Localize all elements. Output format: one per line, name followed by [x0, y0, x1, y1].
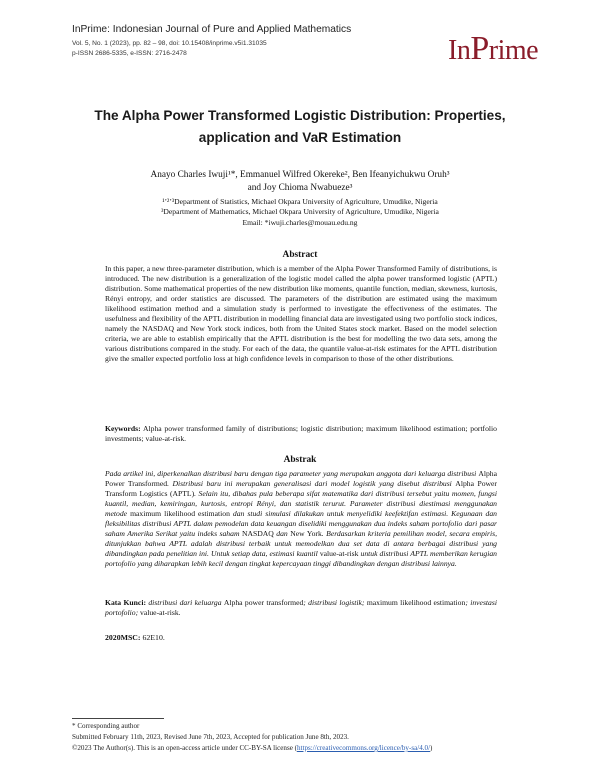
logo-prefix: In [448, 35, 471, 66]
kata-kunci-text: distribusi dari keluarga [145, 598, 224, 607]
abstrak-heading: Abstrak [283, 455, 317, 465]
copyright-end: ) [430, 744, 433, 752]
abstrak-term: maximum likelihood estimation [130, 509, 230, 519]
journal-logo [448, 30, 538, 68]
journal-volume-doi: Vol. 5, No. 1 (2023), pp. 82 – 98, doi: 10.15408/inprime.v5i1.31035 [72, 40, 267, 47]
keywords [105, 424, 497, 444]
keywords-text: Alpha power transformed family of distributions; logistic distribution; maximum likelihood estimation; portfolio investments; value-at-risk. [105, 424, 497, 444]
msc-classification [105, 633, 165, 642]
submission-dates: Submitted February 11th, 2023, Revised June 7th, 2023, Accepted for publication June 8th, 2023. [72, 733, 349, 741]
copyright-text: ©2023 The Author(s). This is an open-access article under CC-BY-SA license ( [72, 744, 297, 752]
paper-title-line-1: The Alpha Power Transformed Logistic Distribution: Properties, [94, 108, 506, 123]
authors-line-1: Anayo Charles Iwuji¹*, Emmanuel Wilfred Okereke², Ben Ifeanyichukwu Oruh³ [150, 170, 450, 180]
abstrak-term: Alpha Power Transformed [105, 469, 497, 489]
kata-kunci-label: Kata Kunci: [105, 598, 146, 607]
abstrak-term: Alpha Power Transform Logistics (APTL) [105, 479, 497, 499]
kata-kunci-term: value-at-risk [140, 608, 179, 618]
kata-kunci-text: . [178, 608, 181, 618]
msc-label: 2020MSC: [105, 633, 141, 642]
authors-line-2: and Joy Chioma Nwabueze³ [247, 183, 353, 193]
kata-kunci-term: maximum likelihood estimation [366, 598, 466, 607]
msc-value: 62E10. [140, 633, 165, 642]
affiliation-line-1: ¹ʼ²ʼ³Department of Statistics, Michael Okpara University of Agriculture, Umudike, Nigeria [162, 197, 438, 206]
footnote-divider [72, 718, 164, 719]
journal-title: InPrime: Indonesian Journal of Pure and Applied Mathematics [72, 24, 352, 35]
abstract-heading: Abstract [282, 250, 318, 260]
abstrak-text: dan studi simulasi dilakukan untuk menyelidiki keefektifan estimasi. Kegunaan dan fleksibilitas distribusi APTL dalam pemodelan data keuangan diselidiki menggunakan dua indeks saham portofolio dari pasar saham Amerika Serikat yaitu indeks saham [105, 509, 497, 539]
paper-title-line-2: application and VaR Estimation [198, 130, 402, 145]
abstract-body: In this paper, a new three-parameter distribution, which is a member of the Alpha Power Transformed Family of distributions, is introduced. The new distribution is a generalization of the logistic model called the alpha power transformed logistic (APTL) distribution. Some mathematical properties of the new distribution like moments, quantile function, median, skewness, kurtosis, Rényi entropy, and order statistics are discussed. The parameters of the distribution are estimated using the maximum likelihood estimation method and a simulation study is performed to investigate the effectiveness of the estimates. The usefulness and flexibility of the APTL distribution in modelling financial data are investigated using two portfolio stock indices, namely the NASDAQ and New York stock indices, both from the United States stock market. Based on the model selection criteria, we are able to establish empirically that the APTL distribution is the best for modelling the two data sets, among the various distributions compared in the study. For each of the data, the quantile value-at-risk estimates for the APTL distribution give the smaller expected portfolio loss at high confidence levels in comparison to those of the other distributions. [105, 264, 497, 364]
keywords-label: Keywords: [105, 424, 141, 433]
kata-kunci-text: ; distribusi logistik; [303, 598, 367, 607]
abstrak-text: . Distribusi baru ini merupakan generalisasi dari model logistik yang disebut distribusi [167, 479, 456, 489]
copyright-notice [72, 744, 432, 752]
logo-suffix: rime [488, 35, 539, 66]
kata-kunci-term: Alpha power transformed [223, 598, 304, 607]
journal-issn: p-ISSN 2686-5335, e-ISSN: 2716-2478 [72, 50, 187, 57]
license-link[interactable]: https://creativecommons.org/licence/by-sa/4.0/ [297, 744, 431, 752]
logo-big-letter: P [470, 30, 489, 67]
kata-kunci [105, 598, 497, 618]
abstrak-text: . Selain itu, dibahas pula beberapa sifat matematika dari distribusi tersebut yaitu momen, fungsi kuantil, median, kemiringan, kurtosis, entropi Rényi, dan statistik terurut. Parameter distribusi diestimasi menggunakan metode [105, 489, 497, 519]
abstrak-text: dan [273, 529, 291, 539]
kata-kunci-text: ; investasi portofolio; [105, 598, 497, 618]
abstrak-text: . Berdasarkan kriteria pemilihan model, secara empiris, ditunjukkan bahwa APTL adalah distribusi terbaik untuk memodelkan dua set data di antara berbagai distribusi yang dibandingkan pada penelitian ini. Untuk setiap data, estimasi kuantil [105, 529, 497, 559]
affiliation-line-2: ³Department of Mathematics, Michael Okpara University of Agriculture, Umudike, Nigeria [161, 207, 439, 216]
author-email: Email: *iwuji.charles@mouau.edu.ng [242, 218, 358, 227]
abstrak-term: value-at-risk [319, 549, 359, 559]
abstrak-term: NASDAQ [241, 529, 274, 539]
abstrak-body [105, 469, 497, 569]
corresponding-author-note: * Corresponding author [72, 722, 140, 730]
abstrak-term: New York [290, 529, 322, 539]
abstrak-text: untuk distribusi APTL memberikan kerugian portofolio yang diharapkan lebih kecil dengan tingkat kepercayaan tinggi dibandingkan dengan distribusi lainnya. [105, 549, 497, 569]
abstrak-text: Pada artikel ini, diperkenalkan distribusi baru dengan tiga parameter yang merupakan anggota dari keluarga distribusi [105, 469, 479, 478]
